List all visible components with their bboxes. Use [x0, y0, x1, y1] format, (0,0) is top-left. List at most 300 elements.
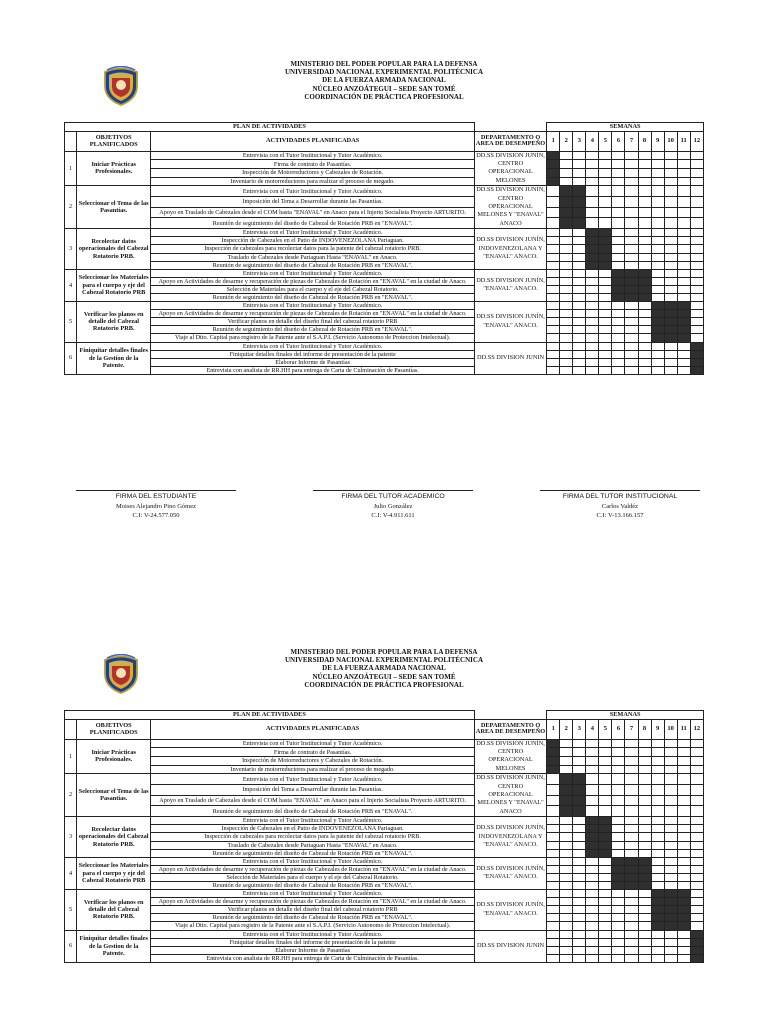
week-cell — [625, 350, 638, 358]
week-cell — [625, 898, 638, 906]
week-cell — [638, 245, 651, 253]
week-cell — [573, 350, 586, 358]
week-cell — [547, 218, 560, 229]
week-cell — [612, 229, 625, 237]
week-cell — [547, 857, 560, 865]
week-cell — [625, 366, 638, 374]
week-cell — [664, 366, 677, 374]
week-cell — [573, 914, 586, 922]
week-cell — [690, 318, 703, 326]
week-cell — [664, 795, 677, 806]
table-row — [65, 310, 704, 318]
week-cell — [625, 237, 638, 245]
week-number: 7 — [625, 131, 638, 151]
week-cell — [586, 285, 599, 293]
week-cell-filled — [625, 857, 638, 865]
week-cell — [586, 765, 599, 774]
week-cell-filled — [651, 922, 664, 930]
activities-header: ACTIVIDADES PLANIFICADAS — [151, 719, 475, 739]
week-cell — [651, 946, 664, 954]
week-cell — [664, 350, 677, 358]
week-cell — [638, 318, 651, 326]
week-cell — [651, 261, 664, 269]
week-cell-filled — [573, 806, 586, 817]
week-cell — [677, 229, 690, 237]
activity-cell: Firma de contrato de Pasantías. — [151, 748, 475, 757]
week-cell — [677, 938, 690, 946]
week-cell — [677, 269, 690, 277]
week-cell-filled — [690, 954, 703, 962]
week-cell — [560, 898, 573, 906]
week-cell — [638, 334, 651, 342]
week-cell-filled — [651, 898, 664, 906]
week-cell — [638, 849, 651, 857]
week-cell — [690, 774, 703, 785]
week-cell — [690, 151, 703, 160]
week-cell — [651, 168, 664, 177]
week-cell-filled — [599, 841, 612, 849]
week-cell — [586, 160, 599, 169]
activity-cell: Reunión de seguimiento del diseño de Cabezal de Rotación PRB en "ENAVAL". — [151, 218, 475, 229]
week-cell — [586, 342, 599, 350]
week-cell — [573, 269, 586, 277]
week-cell — [586, 269, 599, 277]
week-cell — [599, 334, 612, 342]
week-cell — [690, 865, 703, 873]
week-cell — [612, 914, 625, 922]
week-cell — [690, 237, 703, 245]
week-cell — [677, 186, 690, 197]
objective-number: 3 — [65, 229, 77, 269]
week-cell — [547, 922, 560, 930]
week-cell — [586, 358, 599, 366]
table-row — [65, 207, 704, 218]
institutional-tutor-ci: C.I: V-13.166.157 — [596, 512, 644, 519]
week-cell-filled — [599, 817, 612, 825]
activity-plan-table — [64, 122, 704, 375]
week-cell — [664, 756, 677, 765]
week-cell — [547, 350, 560, 358]
week-cell — [599, 310, 612, 318]
week-cell — [690, 825, 703, 833]
week-cell — [638, 207, 651, 218]
week-cell-filled — [599, 237, 612, 245]
week-cell-filled — [625, 882, 638, 890]
week-cell — [677, 168, 690, 177]
week-cell — [677, 342, 690, 350]
week-cell — [547, 277, 560, 285]
table-row — [65, 806, 704, 817]
week-number: 11 — [677, 719, 690, 739]
table-row — [65, 849, 704, 857]
week-cell-filled — [651, 890, 664, 898]
week-cell-filled — [573, 196, 586, 207]
week-cell-filled — [664, 318, 677, 326]
objective-cell: Seleccionar los Materiales para el cuerpo y eje del Cabezal Rotatorio PRB — [77, 269, 151, 301]
week-cell — [690, 277, 703, 285]
week-cell — [690, 229, 703, 237]
objectives-header: OBJETIVOS PLANIFICADOS — [77, 131, 151, 151]
week-cell — [560, 285, 573, 293]
week-cell — [664, 930, 677, 938]
week-cell-filled — [690, 930, 703, 938]
table-row — [65, 825, 704, 833]
week-cell — [690, 326, 703, 334]
week-cell — [625, 849, 638, 857]
week-cell — [560, 865, 573, 873]
week-cell — [625, 914, 638, 922]
week-cell — [651, 930, 664, 938]
week-cell — [677, 774, 690, 785]
week-cell — [664, 774, 677, 785]
week-cell — [625, 310, 638, 318]
table-row — [65, 784, 704, 795]
week-cell — [599, 898, 612, 906]
week-cell-filled — [651, 318, 664, 326]
week-cell — [690, 177, 703, 186]
table-row — [65, 218, 704, 229]
week-cell — [625, 954, 638, 962]
week-cell — [664, 342, 677, 350]
week-cell — [625, 358, 638, 366]
week-cell — [677, 207, 690, 218]
week-cell — [573, 245, 586, 253]
week-cell-filled — [651, 310, 664, 318]
table-columns-row — [65, 131, 704, 151]
week-cell — [586, 177, 599, 186]
week-cell — [560, 906, 573, 914]
week-cell — [651, 237, 664, 245]
week-number: 12 — [690, 131, 703, 151]
week-number: 8 — [638, 131, 651, 151]
activity-cell: Elaborar Informe de Pasantías — [151, 946, 475, 954]
week-cell — [625, 186, 638, 197]
header-line: UNIVERSIDAD NACIONAL EXPERIMENTAL POLITÉCNICA — [284, 68, 484, 77]
week-cell — [625, 318, 638, 326]
activity-cell: Inspección de Cabezales en el Patio de INDOVENEZOLANA Pariaguan. — [151, 237, 475, 245]
week-cell — [664, 739, 677, 748]
week-cell — [547, 841, 560, 849]
week-cell — [690, 841, 703, 849]
table-row — [65, 795, 704, 806]
week-cell — [625, 922, 638, 930]
week-cell — [677, 873, 690, 881]
week-cell — [625, 748, 638, 757]
week-cell — [573, 151, 586, 160]
week-cell — [560, 756, 573, 765]
objective-number: 6 — [65, 342, 77, 374]
week-cell — [690, 302, 703, 310]
week-cell-filled — [547, 168, 560, 177]
week-number: 3 — [573, 719, 586, 739]
activity-cell: Firma de contrato de Pasantías. — [151, 160, 475, 169]
week-cell — [677, 756, 690, 765]
week-cell — [586, 151, 599, 160]
week-cell — [664, 806, 677, 817]
week-cell — [547, 237, 560, 245]
week-cell — [547, 245, 560, 253]
week-cell — [625, 795, 638, 806]
week-cell — [690, 784, 703, 795]
plan-body — [65, 739, 704, 962]
week-cell — [586, 310, 599, 318]
week-cell — [625, 334, 638, 342]
week-cell — [612, 817, 625, 825]
week-cell — [690, 294, 703, 302]
week-cell-filled — [599, 849, 612, 857]
table-row — [65, 318, 704, 326]
week-cell — [586, 857, 599, 865]
week-cell — [612, 310, 625, 318]
week-cell — [677, 795, 690, 806]
table-row — [65, 366, 704, 374]
week-cell — [664, 269, 677, 277]
activity-cell: Selección de Materiales para el cuerpo y el eje del Cabezal Rotatorio. — [151, 285, 475, 293]
week-cell — [586, 795, 599, 806]
week-cell-filled — [651, 914, 664, 922]
week-cell — [612, 366, 625, 374]
week-cell — [586, 739, 599, 748]
week-cell — [612, 342, 625, 350]
week-cell — [625, 229, 638, 237]
week-cell-filled — [560, 218, 573, 229]
week-cell — [690, 914, 703, 922]
week-cell — [560, 302, 573, 310]
week-cell — [651, 285, 664, 293]
institutional-tutor-signature-title: FIRMA DEL TUTOR INSTITUCIONAL — [540, 490, 700, 502]
week-cell — [573, 253, 586, 261]
week-cell — [612, 806, 625, 817]
week-cell — [625, 756, 638, 765]
week-cell — [690, 795, 703, 806]
week-cell — [677, 177, 690, 186]
week-cell — [638, 196, 651, 207]
week-cell — [664, 151, 677, 160]
week-cell-filled — [651, 302, 664, 310]
week-cell — [547, 865, 560, 873]
objective-cell: Seleccionar los Materiales para el cuerpo y eje del Cabezal Rotatorio PRB — [77, 857, 151, 889]
week-cell — [677, 196, 690, 207]
week-cell — [612, 151, 625, 160]
week-cell — [560, 914, 573, 922]
week-cell-filled — [664, 326, 677, 334]
week-cell — [638, 310, 651, 318]
week-cell — [560, 930, 573, 938]
table-row — [65, 841, 704, 849]
week-number: 1 — [547, 131, 560, 151]
table-row — [65, 938, 704, 946]
objective-number: 4 — [65, 269, 77, 301]
week-cell-filled — [586, 245, 599, 253]
activity-cell: Inventario de motorreductores para realizar el proceso de megado. — [151, 177, 475, 186]
week-cell — [612, 318, 625, 326]
week-number: 2 — [560, 719, 573, 739]
week-cell — [573, 873, 586, 881]
week-number: 9 — [651, 131, 664, 151]
week-cell — [690, 269, 703, 277]
activities-header: ACTIVIDADES PLANIFICADAS — [151, 131, 475, 151]
week-cell — [664, 954, 677, 962]
week-cell-filled — [599, 833, 612, 841]
activity-cell: Traslado de Cabezales desde Pariaguan Hasta "ENAVAL" en Anaco. — [151, 253, 475, 261]
department-cell: DD.SS DIVISION JUNÍN, CENTRO OPERACIONAL MELONES — [476, 151, 545, 184]
week-cell-filled — [560, 806, 573, 817]
week-cell-filled — [547, 765, 560, 774]
week-cell — [690, 922, 703, 930]
week-cell — [599, 277, 612, 285]
table-row — [65, 277, 704, 285]
institutional-tutor-signature — [540, 490, 700, 521]
week-cell-filled — [625, 873, 638, 881]
week-cell — [638, 890, 651, 898]
week-cell — [599, 873, 612, 881]
objective-number: 1 — [65, 739, 77, 774]
week-cell — [638, 151, 651, 160]
week-cell — [586, 207, 599, 218]
week-cell-filled — [677, 906, 690, 914]
table-row — [65, 857, 704, 865]
week-cell — [690, 739, 703, 748]
week-cell — [547, 938, 560, 946]
week-cell — [599, 168, 612, 177]
table-row — [65, 873, 704, 881]
week-cell — [664, 253, 677, 261]
objective-cell: Verificar los planos en detalle del Cabezal Rotatorio PRB. — [77, 890, 151, 930]
week-cell — [547, 898, 560, 906]
week-cell — [560, 849, 573, 857]
week-cell — [612, 350, 625, 358]
department-cell: DD.SS DIVISION JUNÍN, CENTRO OPERACIONAL MELONES Y "ENAVAL" ANACO — [476, 186, 545, 227]
header-line: COORDINACIÓN DE PRÁCTICA PROFESIONAL — [304, 680, 464, 689]
week-cell — [612, 739, 625, 748]
week-cell — [586, 277, 599, 285]
plan-title: PLAN DE ACTIVIDADES — [65, 123, 475, 132]
week-cell — [612, 756, 625, 765]
week-cell — [560, 938, 573, 946]
table-row — [65, 269, 704, 277]
week-cell — [625, 946, 638, 954]
week-cell — [664, 857, 677, 865]
week-cell — [573, 841, 586, 849]
week-cell-filled — [586, 825, 599, 833]
objective-cell: Seleccionar el Tema de las Pasantías. — [77, 774, 151, 817]
week-cell — [638, 930, 651, 938]
week-cell — [586, 914, 599, 922]
week-cell — [664, 186, 677, 197]
week-cell-filled — [599, 253, 612, 261]
week-cell-filled — [560, 207, 573, 218]
week-cell — [664, 849, 677, 857]
week-cell — [599, 350, 612, 358]
week-cell — [664, 160, 677, 169]
week-cell — [560, 765, 573, 774]
week-cell — [586, 784, 599, 795]
week-cell — [625, 245, 638, 253]
week-cell — [651, 748, 664, 757]
week-cell — [638, 168, 651, 177]
week-cell — [677, 833, 690, 841]
week-cell — [651, 186, 664, 197]
week-cell — [573, 865, 586, 873]
week-cell — [573, 277, 586, 285]
week-cell — [599, 784, 612, 795]
week-cell — [677, 954, 690, 962]
week-cell — [690, 833, 703, 841]
week-cell — [599, 160, 612, 169]
table-row — [65, 882, 704, 890]
week-cell — [586, 334, 599, 342]
week-cell — [690, 334, 703, 342]
week-cell — [560, 873, 573, 881]
week-cell-filled — [677, 890, 690, 898]
week-cell-filled — [677, 334, 690, 342]
week-cell — [638, 906, 651, 914]
week-cell — [651, 825, 664, 833]
table-row — [65, 168, 704, 177]
week-cell — [677, 806, 690, 817]
week-cell — [677, 865, 690, 873]
week-cell — [586, 954, 599, 962]
week-cell — [573, 898, 586, 906]
week-cell-filled — [560, 795, 573, 806]
week-cell — [677, 857, 690, 865]
week-cell — [690, 207, 703, 218]
week-cell — [612, 160, 625, 169]
week-cell — [586, 302, 599, 310]
week-cell — [677, 946, 690, 954]
weeks-title: SEMANAS — [547, 711, 704, 720]
week-cell — [599, 765, 612, 774]
activity-cell: Apoyo en Actividades de desarme y recuperación de piezas de Cabezales de Rotación en "ENAVAL" en la ciudad de Anaco. — [151, 277, 475, 285]
week-cell — [651, 245, 664, 253]
week-cell — [599, 906, 612, 914]
header-line: UNIVERSIDAD NACIONAL EXPERIMENTAL POLITÉCNICA — [284, 656, 484, 665]
objective-cell: Finiquitar detalles finales de la Gestion de la Patente. — [77, 930, 151, 962]
activity-cell: Apoyo en Actividades de desarme y recuperación de piezas de Cabezales de Rotación en "ENAVAL" en la ciudad de Anaco. — [151, 310, 475, 318]
academic-tutor-ci: C.I: V-4.911.611 — [371, 512, 415, 519]
week-cell — [573, 310, 586, 318]
week-cell — [625, 151, 638, 160]
institution-header — [0, 60, 768, 101]
activity-cell: Entrevista con el Tutor Institucional y Tutor Académico. — [151, 817, 475, 825]
week-cell — [573, 756, 586, 765]
week-cell — [664, 177, 677, 186]
table-row — [65, 865, 704, 873]
week-cell — [599, 318, 612, 326]
week-cell — [651, 366, 664, 374]
week-cell — [560, 168, 573, 177]
week-cell — [547, 849, 560, 857]
week-cell-filled — [612, 285, 625, 293]
week-cell — [638, 237, 651, 245]
header-line: NÚCLEO ANZOÁTEGUI – SEDE SAN TOMÉ — [312, 84, 456, 93]
week-cell-filled — [677, 302, 690, 310]
week-cell — [599, 774, 612, 785]
week-cell — [560, 229, 573, 237]
week-cell — [599, 207, 612, 218]
week-cell — [690, 765, 703, 774]
week-cell — [690, 245, 703, 253]
week-cell — [547, 774, 560, 785]
week-cell — [560, 358, 573, 366]
week-cell — [573, 229, 586, 237]
week-cell-filled — [612, 277, 625, 285]
week-cell — [625, 261, 638, 269]
activity-cell: Finiquitar detalles finales del informe de presentación de la patente — [151, 350, 475, 358]
week-cell — [560, 350, 573, 358]
week-cell — [599, 151, 612, 160]
week-cell — [625, 765, 638, 774]
